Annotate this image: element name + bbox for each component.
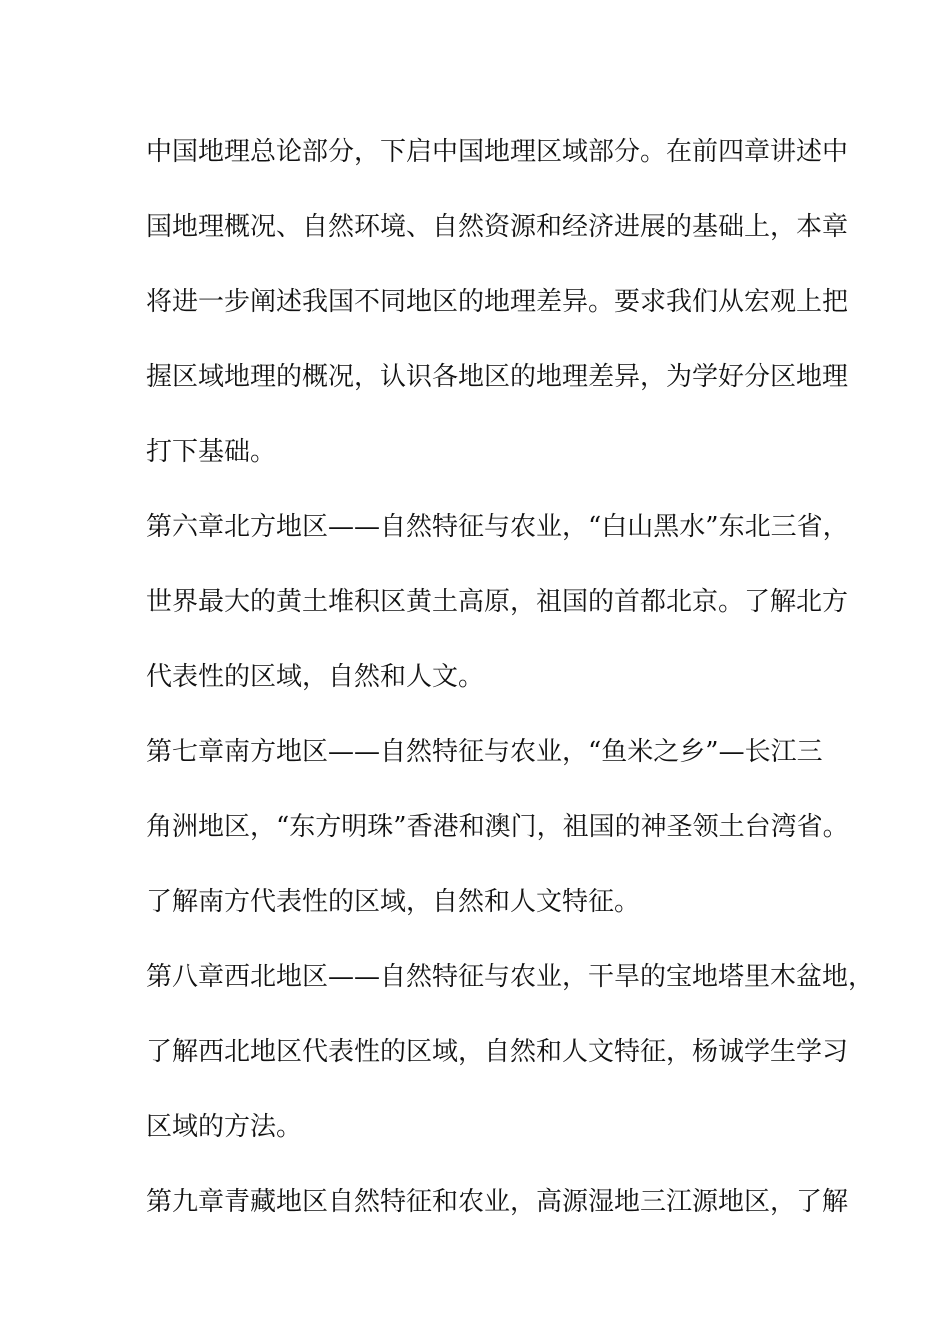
text-line-14: 区域的方法。 <box>146 1112 303 1142</box>
text-line-6: 第六章北方地区——自然特征与农业，“白山黑水”东北三省， <box>146 512 849 542</box>
text-line-1: 中国地理总论部分，下启中国地理区域部分。在前四章讲述中 <box>146 137 849 167</box>
text-line-2: 国地理概况、自然环境、自然资源和经济进展的基础上，本章 <box>146 212 849 242</box>
text-line-10: 角洲地区，“东方明珠”香港和澳门，祖国的神圣领土台湾省。 <box>146 812 849 842</box>
text-line-15: 第九章青藏地区自然特征和农业，高源湿地三江源地区，了解 <box>146 1187 849 1217</box>
text-line-4: 握区域地理的概况，认识各地区的地理差异，为学好分区地理 <box>146 362 849 392</box>
text-line-3: 将进一步阐述我国不同地区的地理差异。要求我们从宏观上把 <box>146 287 849 317</box>
text-line-7: 世界最大的黄土堆积区黄土高原，祖国的首都北京。了解北方 <box>146 587 849 617</box>
text-line-11: 了解南方代表性的区域，自然和人文特征。 <box>146 887 641 917</box>
text-line-13: 了解西北地区代表性的区域，自然和人文特征，杨诚学生学习 <box>146 1037 849 1067</box>
text-line-9: 第七章南方地区——自然特征与农业，“鱼米之乡”—长江三 <box>146 737 823 767</box>
text-line-5: 打下基础。 <box>146 437 277 467</box>
text-line-8: 代表性的区域，自然和人文。 <box>146 662 485 692</box>
text-line-12: 第八章西北地区——自然特征与农业，干旱的宝地塔里木盆地， <box>146 962 875 992</box>
